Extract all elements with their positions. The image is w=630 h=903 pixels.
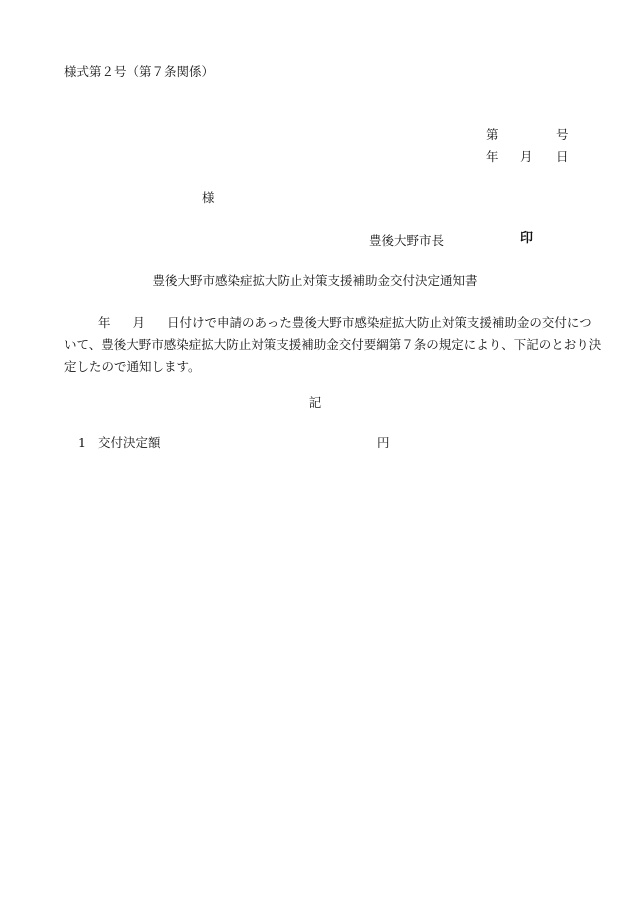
item-number: 1 xyxy=(78,435,86,450)
body-year-label: 年 xyxy=(98,315,111,330)
ki-heading: 記 xyxy=(308,395,322,410)
body-line-1 xyxy=(64,312,592,334)
form-number-label: 様式第２号（第７条関係） xyxy=(64,64,215,79)
date-day-label: 日 xyxy=(556,149,569,164)
notification-body xyxy=(64,312,602,378)
body-line-3: 定したので通知します。 xyxy=(64,359,201,374)
item-unit: 円 xyxy=(377,435,390,450)
document-title: 豊後大野市感染症拡大防止対策支援補助金交付決定通知書 xyxy=(152,273,478,288)
item-label: 交付決定額 xyxy=(98,435,161,450)
recipient-honorific: 様 xyxy=(202,190,215,205)
date-month-label: 月 xyxy=(520,149,533,164)
date-year-label: 年 xyxy=(486,149,499,164)
body-month-label: 月 xyxy=(132,315,146,330)
body-line-1-text: 日付けで申請のあった豊後大野市感染症拡大防止対策支援補助金の交付につ xyxy=(167,315,592,330)
seal-mark: 印 xyxy=(520,231,534,246)
document-number-suffix: 号 xyxy=(556,127,569,142)
document-number-prefix: 第 xyxy=(486,127,499,142)
body-line-2: いて、豊後大野市感染症拡大防止対策支援補助金交付要綱第７条の規定により、下記のとおり決 xyxy=(64,337,602,352)
issuer-title: 豊後大野市長 xyxy=(369,233,445,248)
